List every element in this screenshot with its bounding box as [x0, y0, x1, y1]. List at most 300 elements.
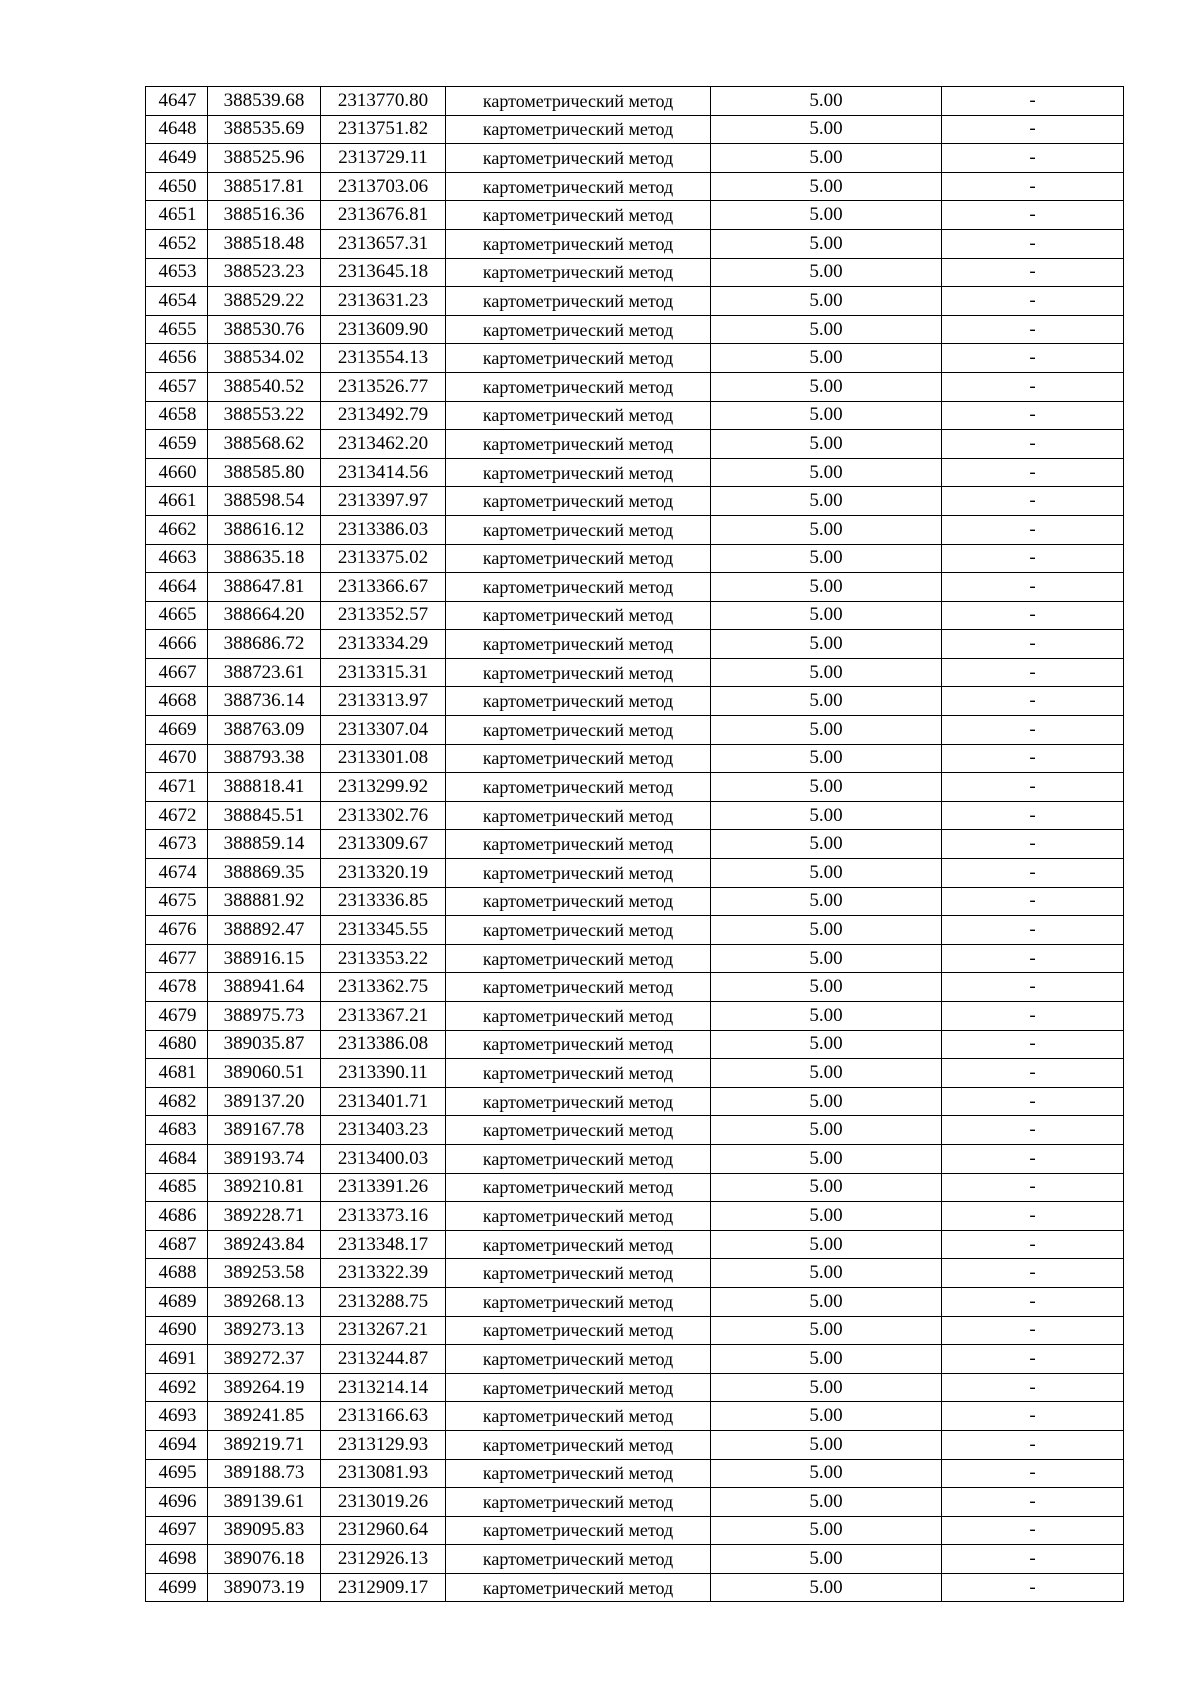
y-coordinate-cell: 2313462.20 — [321, 430, 446, 459]
x-coordinate-cell: 388523.23 — [208, 258, 321, 287]
method-cell: картометрический метод — [446, 630, 711, 659]
point-number-cell: 4670 — [146, 744, 208, 773]
table-row — [146, 859, 1124, 888]
y-coordinate-cell: 2313267.21 — [321, 1316, 446, 1345]
method-cell: картометрический метод — [446, 258, 711, 287]
x-coordinate-cell: 388598.54 — [208, 487, 321, 516]
description-cell: - — [942, 801, 1124, 830]
description-cell: - — [942, 916, 1124, 945]
table-row — [146, 401, 1124, 430]
method-cell: картометрический метод — [446, 1573, 711, 1602]
table-row — [146, 287, 1124, 316]
point-number-cell: 4684 — [146, 1144, 208, 1173]
method-cell: картометрический метод — [446, 172, 711, 201]
method-cell: картометрический метод — [446, 1202, 711, 1231]
y-coordinate-cell: 2312926.13 — [321, 1545, 446, 1574]
y-coordinate-cell: 2313414.56 — [321, 458, 446, 487]
precision-cell: 5.00 — [711, 172, 942, 201]
precision-cell: 5.00 — [711, 258, 942, 287]
precision-cell: 5.00 — [711, 658, 942, 687]
method-cell: картометрический метод — [446, 859, 711, 888]
precision-cell: 5.00 — [711, 573, 942, 602]
description-cell: - — [942, 1545, 1124, 1574]
precision-cell: 5.00 — [711, 1573, 942, 1602]
method-cell: картометрический метод — [446, 716, 711, 745]
table-row — [146, 944, 1124, 973]
table-row — [146, 229, 1124, 258]
x-coordinate-cell: 388892.47 — [208, 916, 321, 945]
point-number-cell: 4672 — [146, 801, 208, 830]
method-cell: картометрический метод — [446, 973, 711, 1002]
x-coordinate-cell: 389095.83 — [208, 1516, 321, 1545]
x-coordinate-cell: 389188.73 — [208, 1459, 321, 1488]
table-row — [146, 1545, 1124, 1574]
precision-cell: 5.00 — [711, 458, 942, 487]
precision-cell: 5.00 — [711, 1488, 942, 1517]
precision-cell: 5.00 — [711, 315, 942, 344]
y-coordinate-cell: 2313081.93 — [321, 1459, 446, 1488]
point-number-cell: 4689 — [146, 1287, 208, 1316]
x-coordinate-cell: 388916.15 — [208, 944, 321, 973]
point-number-cell: 4690 — [146, 1316, 208, 1345]
precision-cell: 5.00 — [711, 144, 942, 173]
point-number-cell: 4694 — [146, 1430, 208, 1459]
y-coordinate-cell: 2313336.85 — [321, 887, 446, 916]
point-number-cell: 4650 — [146, 172, 208, 201]
point-number-cell: 4659 — [146, 430, 208, 459]
point-number-cell: 4662 — [146, 515, 208, 544]
y-coordinate-cell: 2313631.23 — [321, 287, 446, 316]
precision-cell: 5.00 — [711, 716, 942, 745]
y-coordinate-cell: 2313526.77 — [321, 372, 446, 401]
description-cell: - — [942, 172, 1124, 201]
description-cell: - — [942, 973, 1124, 1002]
y-coordinate-cell: 2313375.02 — [321, 544, 446, 573]
table-row — [146, 1030, 1124, 1059]
y-coordinate-cell: 2313309.67 — [321, 830, 446, 859]
x-coordinate-cell: 389060.51 — [208, 1059, 321, 1088]
description-cell: - — [942, 287, 1124, 316]
precision-cell: 5.00 — [711, 1402, 942, 1431]
precision-cell: 5.00 — [711, 544, 942, 573]
description-cell: - — [942, 1573, 1124, 1602]
point-number-cell: 4691 — [146, 1345, 208, 1374]
method-cell: картометрический метод — [446, 1173, 711, 1202]
point-number-cell: 4647 — [146, 87, 208, 116]
table-row — [146, 573, 1124, 602]
table-row — [146, 887, 1124, 916]
method-cell: картометрический метод — [446, 315, 711, 344]
table-row — [146, 544, 1124, 573]
point-number-cell: 4682 — [146, 1087, 208, 1116]
point-number-cell: 4671 — [146, 773, 208, 802]
point-number-cell: 4680 — [146, 1030, 208, 1059]
coordinates-table — [145, 86, 1124, 1602]
point-number-cell: 4660 — [146, 458, 208, 487]
precision-cell: 5.00 — [711, 687, 942, 716]
x-coordinate-cell: 388941.64 — [208, 973, 321, 1002]
y-coordinate-cell: 2312909.17 — [321, 1573, 446, 1602]
precision-cell: 5.00 — [711, 515, 942, 544]
y-coordinate-cell: 2313244.87 — [321, 1345, 446, 1374]
precision-cell: 5.00 — [711, 1459, 942, 1488]
table-row — [146, 87, 1124, 116]
precision-cell: 5.00 — [711, 1173, 942, 1202]
method-cell: картометрический метод — [446, 687, 711, 716]
description-cell: - — [942, 1259, 1124, 1288]
description-cell: - — [942, 716, 1124, 745]
point-number-cell: 4681 — [146, 1059, 208, 1088]
description-cell: - — [942, 1173, 1124, 1202]
description-cell: - — [942, 1116, 1124, 1145]
y-coordinate-cell: 2313320.19 — [321, 859, 446, 888]
precision-cell: 5.00 — [711, 1430, 942, 1459]
method-cell: картометрический метод — [446, 830, 711, 859]
x-coordinate-cell: 388686.72 — [208, 630, 321, 659]
table-row — [146, 601, 1124, 630]
x-coordinate-cell: 389273.13 — [208, 1316, 321, 1345]
description-cell: - — [942, 1030, 1124, 1059]
description-cell: - — [942, 1488, 1124, 1517]
y-coordinate-cell: 2313751.82 — [321, 115, 446, 144]
x-coordinate-cell: 388525.96 — [208, 144, 321, 173]
precision-cell: 5.00 — [711, 372, 942, 401]
method-cell: картометрический метод — [446, 1545, 711, 1574]
x-coordinate-cell: 389139.61 — [208, 1488, 321, 1517]
precision-cell: 5.00 — [711, 916, 942, 945]
description-cell: - — [942, 744, 1124, 773]
method-cell: картометрический метод — [446, 1488, 711, 1517]
x-coordinate-cell: 388881.92 — [208, 887, 321, 916]
table-row — [146, 144, 1124, 173]
point-number-cell: 4648 — [146, 115, 208, 144]
x-coordinate-cell: 389264.19 — [208, 1373, 321, 1402]
description-cell: - — [942, 115, 1124, 144]
table-row — [146, 1087, 1124, 1116]
description-cell: - — [942, 573, 1124, 602]
precision-cell: 5.00 — [711, 201, 942, 230]
method-cell: картометрический метод — [446, 144, 711, 173]
table-row — [146, 1144, 1124, 1173]
x-coordinate-cell: 388517.81 — [208, 172, 321, 201]
precision-cell: 5.00 — [711, 944, 942, 973]
point-number-cell: 4668 — [146, 687, 208, 716]
method-cell: картометрический метод — [446, 1087, 711, 1116]
method-cell: картометрический метод — [446, 1002, 711, 1031]
y-coordinate-cell: 2313302.76 — [321, 801, 446, 830]
table-row — [146, 115, 1124, 144]
y-coordinate-cell: 2313386.08 — [321, 1030, 446, 1059]
table-body — [146, 87, 1124, 1602]
description-cell: - — [942, 601, 1124, 630]
precision-cell: 5.00 — [711, 1545, 942, 1574]
x-coordinate-cell: 388535.69 — [208, 115, 321, 144]
table-row — [146, 801, 1124, 830]
y-coordinate-cell: 2313373.16 — [321, 1202, 446, 1231]
point-number-cell: 4658 — [146, 401, 208, 430]
method-cell: картометрический метод — [446, 1402, 711, 1431]
y-coordinate-cell: 2313313.97 — [321, 687, 446, 716]
table-row — [146, 430, 1124, 459]
table-row — [146, 258, 1124, 287]
method-cell: картометрический метод — [446, 1116, 711, 1145]
table-row — [146, 687, 1124, 716]
precision-cell: 5.00 — [711, 401, 942, 430]
description-cell: - — [942, 229, 1124, 258]
method-cell: картометрический метод — [446, 801, 711, 830]
description-cell: - — [942, 401, 1124, 430]
method-cell: картометрический метод — [446, 773, 711, 802]
x-coordinate-cell: 388647.81 — [208, 573, 321, 602]
precision-cell: 5.00 — [711, 1087, 942, 1116]
method-cell: картометрический метод — [446, 944, 711, 973]
x-coordinate-cell: 388859.14 — [208, 830, 321, 859]
x-coordinate-cell: 389137.20 — [208, 1087, 321, 1116]
precision-cell: 5.00 — [711, 630, 942, 659]
precision-cell: 5.00 — [711, 229, 942, 258]
point-number-cell: 4655 — [146, 315, 208, 344]
y-coordinate-cell: 2313299.92 — [321, 773, 446, 802]
x-coordinate-cell: 389243.84 — [208, 1230, 321, 1259]
table-row — [146, 515, 1124, 544]
table-row — [146, 1173, 1124, 1202]
table-row — [146, 744, 1124, 773]
description-cell: - — [942, 630, 1124, 659]
x-coordinate-cell: 388763.09 — [208, 716, 321, 745]
table-row — [146, 773, 1124, 802]
table-row — [146, 1516, 1124, 1545]
point-number-cell: 4651 — [146, 201, 208, 230]
x-coordinate-cell: 388553.22 — [208, 401, 321, 430]
x-coordinate-cell: 388793.38 — [208, 744, 321, 773]
point-number-cell: 4673 — [146, 830, 208, 859]
description-cell: - — [942, 944, 1124, 973]
precision-cell: 5.00 — [711, 887, 942, 916]
precision-cell: 5.00 — [711, 1030, 942, 1059]
y-coordinate-cell: 2313019.26 — [321, 1488, 446, 1517]
precision-cell: 5.00 — [711, 1002, 942, 1031]
y-coordinate-cell: 2313657.31 — [321, 229, 446, 258]
method-cell: картометрический метод — [446, 87, 711, 116]
x-coordinate-cell: 388539.68 — [208, 87, 321, 116]
method-cell: картометрический метод — [446, 201, 711, 230]
table-row — [146, 1259, 1124, 1288]
y-coordinate-cell: 2313729.11 — [321, 144, 446, 173]
table-row — [146, 1573, 1124, 1602]
point-number-cell: 4677 — [146, 944, 208, 973]
y-coordinate-cell: 2313353.22 — [321, 944, 446, 973]
y-coordinate-cell: 2313334.29 — [321, 630, 446, 659]
description-cell: - — [942, 458, 1124, 487]
description-cell: - — [942, 87, 1124, 116]
x-coordinate-cell: 388585.80 — [208, 458, 321, 487]
table-row — [146, 487, 1124, 516]
table-row — [146, 315, 1124, 344]
table-row — [146, 1059, 1124, 1088]
description-cell: - — [942, 201, 1124, 230]
point-number-cell: 4696 — [146, 1488, 208, 1517]
description-cell: - — [942, 1059, 1124, 1088]
precision-cell: 5.00 — [711, 1230, 942, 1259]
description-cell: - — [942, 1144, 1124, 1173]
description-cell: - — [942, 372, 1124, 401]
table-row — [146, 1116, 1124, 1145]
precision-cell: 5.00 — [711, 1516, 942, 1545]
description-cell: - — [942, 1345, 1124, 1374]
x-coordinate-cell: 388530.76 — [208, 315, 321, 344]
y-coordinate-cell: 2313397.97 — [321, 487, 446, 516]
table-row — [146, 1230, 1124, 1259]
point-number-cell: 4697 — [146, 1516, 208, 1545]
method-cell: картометрический метод — [446, 1287, 711, 1316]
y-coordinate-cell: 2313352.57 — [321, 601, 446, 630]
precision-cell: 5.00 — [711, 1287, 942, 1316]
method-cell: картометрический метод — [446, 487, 711, 516]
point-number-cell: 4674 — [146, 859, 208, 888]
point-number-cell: 4698 — [146, 1545, 208, 1574]
method-cell: картометрический метод — [446, 1144, 711, 1173]
x-coordinate-cell: 388568.62 — [208, 430, 321, 459]
description-cell: - — [942, 687, 1124, 716]
y-coordinate-cell: 2313307.04 — [321, 716, 446, 745]
method-cell: картометрический метод — [446, 1230, 711, 1259]
precision-cell: 5.00 — [711, 1259, 942, 1288]
x-coordinate-cell: 388736.14 — [208, 687, 321, 716]
point-number-cell: 4686 — [146, 1202, 208, 1231]
x-coordinate-cell: 388534.02 — [208, 344, 321, 373]
table-row — [146, 1373, 1124, 1402]
table-row — [146, 916, 1124, 945]
method-cell: картометрический метод — [446, 744, 711, 773]
description-cell: - — [942, 344, 1124, 373]
x-coordinate-cell: 388635.18 — [208, 544, 321, 573]
table-row — [146, 1459, 1124, 1488]
point-number-cell: 4679 — [146, 1002, 208, 1031]
table-row — [146, 344, 1124, 373]
y-coordinate-cell: 2313315.31 — [321, 658, 446, 687]
precision-cell: 5.00 — [711, 801, 942, 830]
point-number-cell: 4652 — [146, 229, 208, 258]
table-row — [146, 1402, 1124, 1431]
x-coordinate-cell: 389241.85 — [208, 1402, 321, 1431]
method-cell: картометрический метод — [446, 430, 711, 459]
description-cell: - — [942, 1087, 1124, 1116]
x-coordinate-cell: 389268.13 — [208, 1287, 321, 1316]
y-coordinate-cell: 2313403.23 — [321, 1116, 446, 1145]
description-cell: - — [942, 830, 1124, 859]
description-cell: - — [942, 658, 1124, 687]
point-number-cell: 4666 — [146, 630, 208, 659]
x-coordinate-cell: 388975.73 — [208, 1002, 321, 1031]
method-cell: картометрический метод — [446, 573, 711, 602]
precision-cell: 5.00 — [711, 344, 942, 373]
table-row — [146, 830, 1124, 859]
description-cell: - — [942, 430, 1124, 459]
method-cell: картометрический метод — [446, 458, 711, 487]
precision-cell: 5.00 — [711, 1116, 942, 1145]
point-number-cell: 4661 — [146, 487, 208, 516]
description-cell: - — [942, 515, 1124, 544]
point-number-cell: 4693 — [146, 1402, 208, 1431]
y-coordinate-cell: 2313288.75 — [321, 1287, 446, 1316]
description-cell: - — [942, 1316, 1124, 1345]
table-row — [146, 1345, 1124, 1374]
x-coordinate-cell: 389228.71 — [208, 1202, 321, 1231]
x-coordinate-cell: 389076.18 — [208, 1545, 321, 1574]
table-row — [146, 172, 1124, 201]
x-coordinate-cell: 389210.81 — [208, 1173, 321, 1202]
description-cell: - — [942, 1516, 1124, 1545]
description-cell: - — [942, 144, 1124, 173]
y-coordinate-cell: 2313166.63 — [321, 1402, 446, 1431]
point-number-cell: 4699 — [146, 1573, 208, 1602]
x-coordinate-cell: 389073.19 — [208, 1573, 321, 1602]
x-coordinate-cell: 388818.41 — [208, 773, 321, 802]
x-coordinate-cell: 388723.61 — [208, 658, 321, 687]
description-cell: - — [942, 315, 1124, 344]
precision-cell: 5.00 — [711, 1316, 942, 1345]
point-number-cell: 4653 — [146, 258, 208, 287]
y-coordinate-cell: 2313401.71 — [321, 1087, 446, 1116]
description-cell: - — [942, 773, 1124, 802]
point-number-cell: 4665 — [146, 601, 208, 630]
precision-cell: 5.00 — [711, 1144, 942, 1173]
table-row — [146, 1002, 1124, 1031]
y-coordinate-cell: 2313390.11 — [321, 1059, 446, 1088]
table-row — [146, 1287, 1124, 1316]
method-cell: картометрический метод — [446, 658, 711, 687]
method-cell: картометрический метод — [446, 544, 711, 573]
x-coordinate-cell: 388516.36 — [208, 201, 321, 230]
y-coordinate-cell: 2313554.13 — [321, 344, 446, 373]
precision-cell: 5.00 — [711, 601, 942, 630]
point-number-cell: 4656 — [146, 344, 208, 373]
y-coordinate-cell: 2313676.81 — [321, 201, 446, 230]
description-cell: - — [942, 1287, 1124, 1316]
precision-cell: 5.00 — [711, 1345, 942, 1374]
y-coordinate-cell: 2313367.21 — [321, 1002, 446, 1031]
y-coordinate-cell: 2313770.80 — [321, 87, 446, 116]
method-cell: картометрический метод — [446, 372, 711, 401]
y-coordinate-cell: 2313400.03 — [321, 1144, 446, 1173]
y-coordinate-cell: 2313645.18 — [321, 258, 446, 287]
x-coordinate-cell: 389193.74 — [208, 1144, 321, 1173]
description-cell: - — [942, 544, 1124, 573]
precision-cell: 5.00 — [711, 830, 942, 859]
method-cell: картометрический метод — [446, 115, 711, 144]
point-number-cell: 4663 — [146, 544, 208, 573]
y-coordinate-cell: 2313301.08 — [321, 744, 446, 773]
x-coordinate-cell: 389167.78 — [208, 1116, 321, 1145]
description-cell: - — [942, 1402, 1124, 1431]
table-row — [146, 1488, 1124, 1517]
description-cell: - — [942, 1202, 1124, 1231]
description-cell: - — [942, 1430, 1124, 1459]
point-number-cell: 4654 — [146, 287, 208, 316]
x-coordinate-cell: 388518.48 — [208, 229, 321, 258]
method-cell: картометрический метод — [446, 916, 711, 945]
precision-cell: 5.00 — [711, 287, 942, 316]
table-row — [146, 372, 1124, 401]
method-cell: картометрический метод — [446, 287, 711, 316]
method-cell: картометрический метод — [446, 229, 711, 258]
y-coordinate-cell: 2313609.90 — [321, 315, 446, 344]
table-row — [146, 973, 1124, 1002]
y-coordinate-cell: 2313703.06 — [321, 172, 446, 201]
x-coordinate-cell: 388529.22 — [208, 287, 321, 316]
y-coordinate-cell: 2313345.55 — [321, 916, 446, 945]
description-cell: - — [942, 258, 1124, 287]
